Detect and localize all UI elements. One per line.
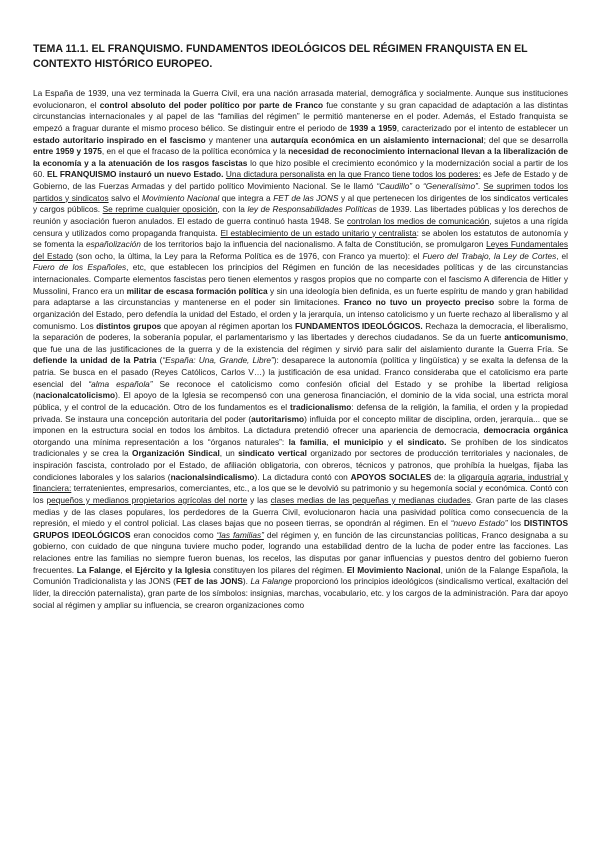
text-run: , el xyxy=(556,250,568,261)
text-run: ). La dictadura contó con xyxy=(254,471,351,482)
text-run: , que fue una de las justificaciones de la guerra y de la existencia del régimen y sirvió para salir del aislamiento durante la Guerra Fría. Se xyxy=(33,332,568,354)
text-run: sobre la forma de organización del Estado, pero defendía la unidad del Estado, el orden y la jerarquía, un intenso catolicismo y un fuerte rechazo al liberalismo y al comunismo. Los xyxy=(33,297,568,331)
text-run: distintos grupos xyxy=(96,320,162,331)
text-run: ). El apoyo de la Iglesia se recompensó con una generosa financiación, el dominio de la vida social, una estricta moral pública, y el control de la educación. Otro de los fundamentos es el xyxy=(33,390,568,412)
text-run: los xyxy=(507,518,524,529)
text-run: EL FRANQUISMO instauró un nuevo Estado. xyxy=(46,169,224,180)
text-run: la familia xyxy=(288,436,327,447)
text-run: militar de escasa formación política xyxy=(126,285,268,296)
text-run: clases medias de las pequeñas y medianas ciudades xyxy=(270,494,471,505)
text-run: La España de 1939, una vez terminada la Guerra Civil, era una nación arrasada material, demográfica y socialmente. Aunque sus instituciones evolucionaron, el xyxy=(33,88,568,110)
text-run: españolización xyxy=(86,239,141,250)
text-run: , etc, que establecen los principios del Régimen en función de las necesidades políticas y de las circunstancias internacionales. Comparte elementos fascistas pero tienen elementos y rasgos propios que no comparte con el fascismo A diferencia de Hitler y Mussolini, Franco era un xyxy=(33,262,568,296)
text-run: Se suprimen todos los partidos y sindicatos xyxy=(33,181,568,203)
text-run: Se reconoce el catolicismo como confesión oficial del Estado y se prohíbe la libertad religiosa ( xyxy=(33,378,569,401)
text-run: Movimiento Nacional xyxy=(142,192,220,203)
text-run: La Falange xyxy=(76,564,121,575)
text-run: “alma española” xyxy=(88,378,153,389)
text-run: . xyxy=(477,181,484,191)
text-run: y al que pertenecen los dirigentes de los sindicatos verticales y cargos públicos. xyxy=(33,192,569,215)
text-run: “España: Una, Grande, Libre” xyxy=(162,355,274,366)
text-run: , sujetos a una rígida censura y utilizados como propaganda franquista. xyxy=(33,215,568,238)
text-run: “Generalísimo” xyxy=(422,181,478,191)
text-run: ley de Responsabilidades Políticas xyxy=(247,204,377,215)
text-run: , unión de la Falange Española, la Comunión Tradicionalista y las JONS ( xyxy=(33,564,569,587)
text-run: , caracterizado por el intento de establecer un xyxy=(396,122,568,133)
text-run: . Gran parte de las clases medias y de las clases populares, los perdedores de la Guerra Civil, evolucionaron hacia una pasividad política como consecuencia de la represión, el miedo y el control policial. Las clases bajas que no poseen tierras, se opondrán al régimen. En el xyxy=(33,494,569,529)
text-run: “Caudillo” xyxy=(376,181,413,191)
text-run: organizado por sectores de producción territoriales y nacionales, de inspiración fascista, controlado por el Estado, de afiliación obligatoria, con obreros, técnicos y patronos, que prohíbía la huelgas, fijaba las condiciones laborales y los salarios ( xyxy=(33,448,568,482)
text-run: ; del que se desarrolla xyxy=(483,134,569,145)
text-run: otorgando una mínima representación a los “órganos naturales”: xyxy=(33,436,289,447)
text-run: y mantener una xyxy=(205,134,271,145)
text-run: control absoluto del poder político por parte de Franco xyxy=(99,99,324,110)
text-run: y xyxy=(383,436,397,447)
text-run: y sin una ideología bien definida, es un fuerte espíritu de mando y gran habilidad para adaptarse a las circunstancias y mantenerse en el poder sin limitaciones. xyxy=(33,285,569,308)
text-run: nacionalcatolicismo xyxy=(35,390,116,401)
text-run: 1939 a 1959 xyxy=(349,122,397,133)
text-run: salvo el xyxy=(108,192,143,203)
text-run: que integra a xyxy=(219,192,274,203)
text-run: Organización Sindical xyxy=(132,448,220,459)
text-run: de 1939. Las libertades públicas y los derechos de reunión y asociación fueron anulados. El estado de guerra continuó hasta 1948. Se xyxy=(33,204,569,226)
text-run: : se abolen los estatutos de autonomía y se fomenta la xyxy=(33,227,568,250)
text-run: , con la xyxy=(217,204,248,215)
text-run: anticomunismo xyxy=(504,332,566,343)
document-title: TEMA 11.1. EL FRANQUISMO. FUNDAMENTOS IDEOLÓGICOS DEL RÉGIMEN FRANQUISTA EN EL CONTEXTO HISTÓRICO EUROPEO. xyxy=(33,43,528,70)
text-run: Una dictadura personalista en la que Franco tiene todos los poderes: xyxy=(225,169,481,180)
text-run: ( xyxy=(156,355,163,366)
text-run: Franco no tuvo un proyecto preciso xyxy=(343,297,495,308)
text-run: constituyen los pilares del régimen. xyxy=(210,564,347,575)
text-run: controlan los medios de comunicación xyxy=(346,215,490,226)
text-run: Se prohíben de los sindicatos tradicionales y se crea la xyxy=(33,436,568,459)
text-run: estado autoritario inspirado en el fascismo xyxy=(33,134,206,145)
text-run: de: la xyxy=(431,471,458,482)
text-run: fue constante y su gran capacidad de adaptación a las distintas circunstancias internacionales y al papel de las “familias del régimen” le permitió mantenerse en el poder. Además, el Estado franquista se empezó a fraguar durante el mismo proceso bélico. Se distinguir entre el periodo de xyxy=(33,99,568,133)
text-run: pequeños y medianos propietarios agrícolas del norte xyxy=(46,494,248,505)
text-run: nacionalsindicalismo xyxy=(170,471,255,482)
text-run: Fuero del Trabajo, la Ley de Cortes xyxy=(422,250,557,261)
text-run: que apoyan al régimen aportan los xyxy=(161,320,295,331)
text-run: APOYOS SOCIALES xyxy=(350,471,432,482)
text-run: ): desaparece la autonomía (política y lingüística) y se exalta la defensa de la patria. Se busca en el pasado (Reyes Católicos, Carlos V…) la justificación de esa unidad. Franco consideraba que el catolicismo era parte esencial del xyxy=(33,355,568,389)
text-run: Se reprime cualquier oposición xyxy=(102,204,218,215)
text-run: El Movimiento Nacional xyxy=(346,564,441,575)
text-run: “nuevo Estado” xyxy=(450,518,508,529)
text-run: La Falange xyxy=(250,576,293,587)
text-run: : defensa de la religión, la familia, el orden y la propiedad privada. Se instaura una concepción autoritaria del poder ( xyxy=(33,401,568,424)
text-run: el Ejército y la Iglesia xyxy=(125,564,211,575)
text-run: el sindicato. xyxy=(396,436,447,447)
text-run: terratenientes, empresarios, comerciantes, etc., a los que se le devolvió su patrimonio y su hegemonía social y económica. Contó con los xyxy=(33,483,568,505)
text-run: , un xyxy=(219,448,239,459)
text-run: (son ocho, la última, la Ley para la Reforma Política es de 1976, con Franco ya muerto): el xyxy=(72,250,423,261)
text-run: lo que hizo posible el crecimiento económico y la modernización social a partir de los 60. xyxy=(33,157,568,180)
text-run: El establecimiento de un estado unitario y centralista xyxy=(220,227,417,238)
text-run: autoritarismo xyxy=(251,413,305,424)
text-run: FET de las JONS xyxy=(175,576,243,587)
text-run: proporcionó los principios ideológicos (sindicalismo vertical, exaltación del líder, la dirección paternalista), gran parte de los símbolos: insignias, marchas, vocabulario, etc. y los cargos de la administración. Para dar apoyo social al régimen y ampliar su influencia, se crearon organizaciones como xyxy=(33,576,568,610)
text-run: Rechaza la democracia, el liberalismo, la separación de poderes, la soberanía popular, el parlamentarismo y las libertades y derechos ciudadanos. Se da un fuerte xyxy=(33,320,568,343)
text-run: defiende la unidad de la Patria xyxy=(33,355,157,366)
text-run: Leyes Fundamentales del Estado xyxy=(33,239,569,261)
text-run: del régimen y, en función de las circunstancias políticas, Franco designaba a su gobierno, con cuidado de que ninguna tuviere mucho poder, logrando una estabilidad dentro de la lucha de poder entre las facciones. Las relaciones entre las familias no siempre fueron buenas, los recelos, las disputas por ganar influencias y puestos dentro del gobierno fueron frecuentes. xyxy=(33,529,568,575)
text-run: de los territorios bajo la influencia del nacionalismo. A falta de Constitución, se promulgaron xyxy=(140,239,487,250)
text-run: es Jefe de Estado y de Gobierno, de las Fuerzas Armadas y del partido político Movimiento Nacional. Se le llamó xyxy=(33,169,568,191)
text-run: Fuero de los Españoles xyxy=(33,262,127,273)
text-run: o xyxy=(412,181,423,191)
text-run: , xyxy=(326,436,333,447)
text-run: entre 1959 y 1975 xyxy=(33,146,102,157)
text-run: necesidad de reconocimiento internacional llevan a la liberalización de la economía y a la atenuación de los rasgos fascistas xyxy=(33,146,568,168)
text-run: , xyxy=(120,564,126,575)
text-run: DISTINTOS GRUPOS IDEOLÓGICOS xyxy=(33,518,569,540)
text-run: FET de las JONS xyxy=(273,192,339,203)
document-body xyxy=(33,88,568,611)
text-run: ) influida por el concepto militar de disciplina, orden, jerarquía... que se imponen en la estructura social en todos los ámbitos. La dictadura pretendió ofrecer una apariencia de democracia, xyxy=(33,413,568,436)
text-run: sindicato vertical xyxy=(238,448,307,459)
text-run: “las familias” xyxy=(216,529,264,540)
text-run: eran conocidos como xyxy=(130,529,217,540)
text-run: y las xyxy=(247,494,271,505)
text-run: el municipio xyxy=(332,436,384,447)
text-run: tradicionalismo xyxy=(290,401,352,412)
text-run: democracia orgánica xyxy=(483,425,568,436)
text-run: , en el que el fracaso de la política económica y la xyxy=(101,146,289,157)
text-run: autarquía económica en un aislamiento internacional xyxy=(270,134,484,145)
text-run: FUNDAMENTOS IDEOLÓGICOS. xyxy=(294,320,423,331)
text-run: oligarquía agraria, industrial y financiera: xyxy=(33,471,568,494)
text-run: ). xyxy=(242,576,251,587)
